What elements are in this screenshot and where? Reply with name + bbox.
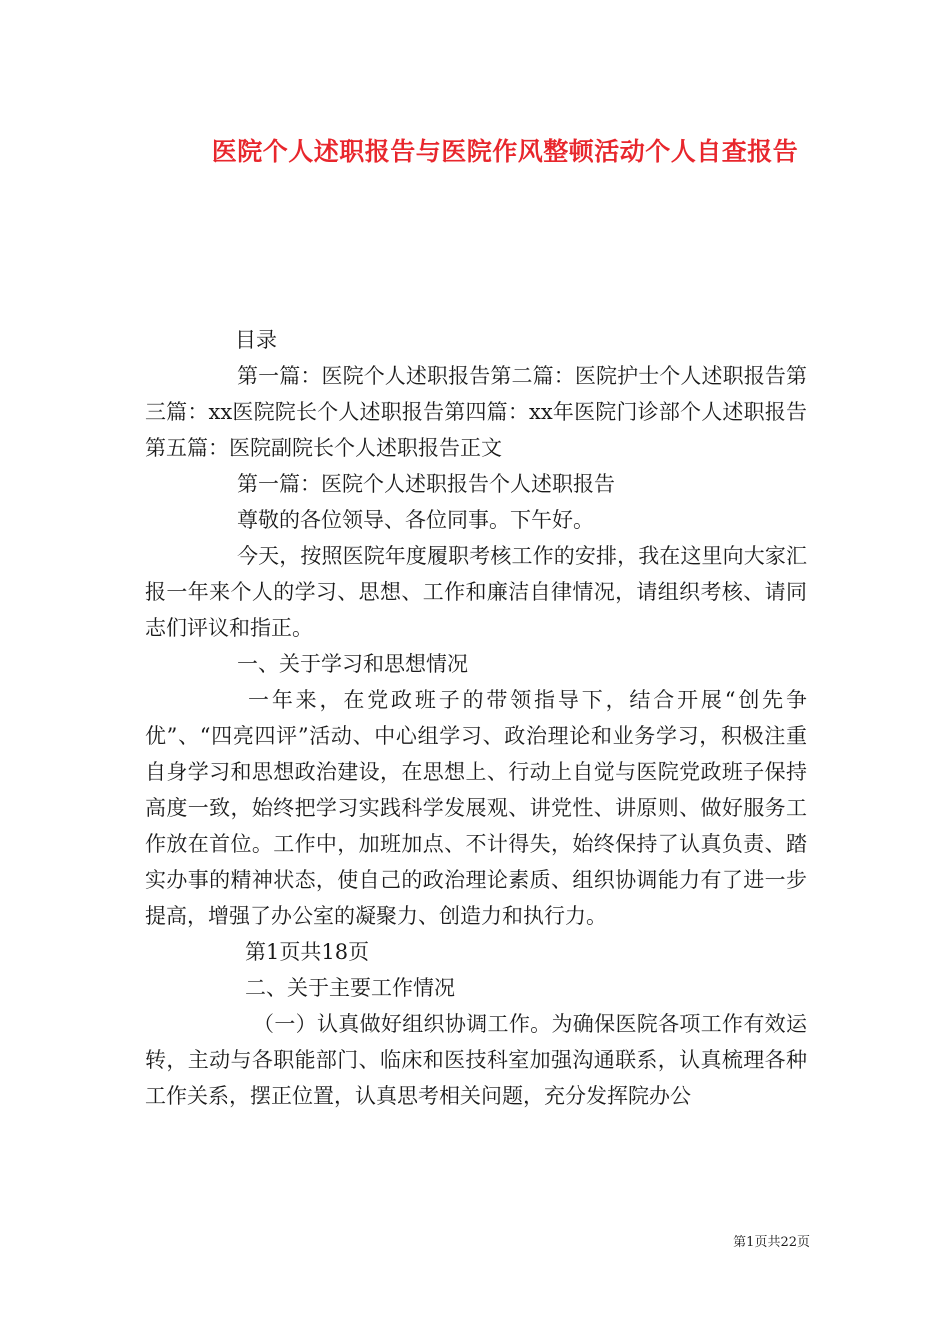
intro-paragraph: 今天，按照医院年度履职考核工作的安排，我在这里向大家汇报一年来个人的学习、思想、工作和廉洁自律情况，请组织考核、请同志们评议和指正。 (145, 544, 807, 640)
toc-heading: 目录 (235, 328, 277, 352)
salutation: 尊敬的各位领导、各位同事。下午好。 (237, 508, 594, 532)
toc-list: 第一篇：医院个人述职报告第二篇：医院护士个人述职报告第三篇：xx医院院长个人述职报告第四篇：xx年医院门诊部个人述职报告第五篇：医院副院长个人述职报告正文 (145, 364, 807, 460)
section-heading: 第一篇：医院个人述职报告个人述职报告 (237, 472, 615, 496)
document-title: 医院个人述职报告与医院作风整顿活动个人自查报告 (211, 137, 799, 166)
inline-page-marker: 第1页共18页 (245, 940, 370, 964)
document-body (145, 322, 807, 1114)
page-footer: 第1页共22页 (733, 1235, 810, 1250)
study-paragraph: 一年来，在党政班子的带领指导下，结合开展“创先争优”、“四亮四评”活动、中心组学习、政治理论和业务学习，积极注重自身学习和思想政治建设，在思想上、行动上自觉与医院党政班子保持高度一致，始终把学习实践科学发展观、讲党性、讲原则、做好服务工作放在首位。工作中，加班加点、不计得失，始终保持了认真负责、踏实办事的精神状态，使自己的政治理论素质、组织协调能力有了进一步提高，增强了办公室的凝聚力、创造力和执行力。 (145, 688, 807, 928)
subsection-heading-work: 二、关于主要工作情况 (245, 976, 455, 1000)
work-paragraph: （一）认真做好组织协调工作。为确保医院各项工作有效运转，主动与各职能部门、临床和医技科室加强沟通联系，认真梳理各种工作关系，摆正位置，认真思考相关问题，充分发挥院办公 (145, 1012, 807, 1108)
subsection-heading-study: 一、关于学习和思想情况 (237, 652, 468, 676)
